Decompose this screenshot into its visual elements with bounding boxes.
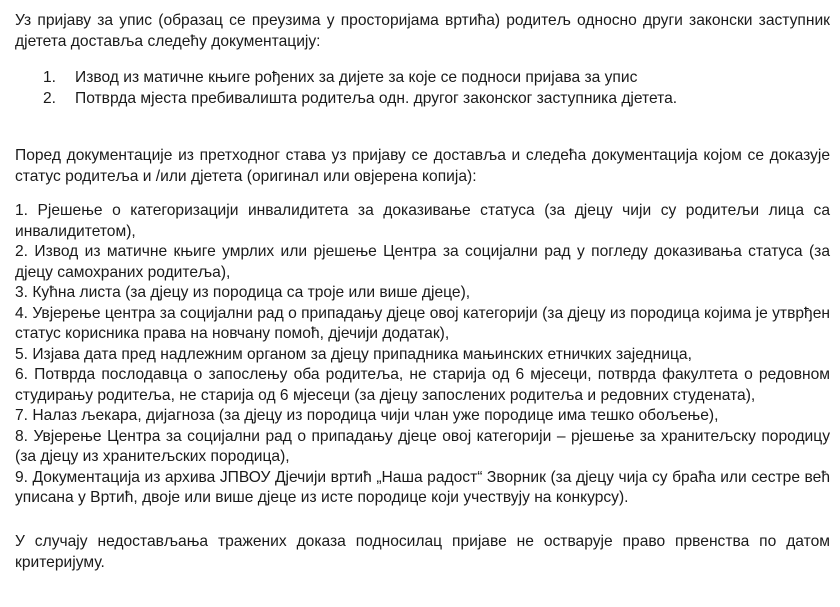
list-item (15, 88, 830, 109)
list-item-text: Потврда мјеста пребивалишта родитеља одн. другог законског заступника дјетета. (75, 90, 678, 107)
document-body (15, 10, 830, 573)
status-doc-item: 4. Увјерење центра за социјални рад о припадању дјеце овој категорији (за дјецу из породица којима је утврђен статус корисника права на новчану помоћ, дјечији додатак), (15, 304, 830, 342)
status-doc-item: 3. Кућна листа (за дјецу из породица са троје или више дјеце), (15, 284, 471, 301)
intro-paragraph: Уз пријаву за упис (образац се преузима у просторијама вртића) родитељ односно други законски заступник дјетета доставља следећу документацију: (15, 12, 830, 50)
status-doc-item: 2. Извод из матичне књиге умрлих или рјешење Центра за социјални рад у погледу доказивања статуса (за дјецу самохраних родитеља), (15, 243, 830, 281)
closing-paragraph: У случају недостављања тражених доказа подносилац пријаве не остварује право првенства по датом критеријуму. (15, 532, 830, 571)
status-doc-item: 1. Рјешење о категоризацији инвалидитета за доказивање статуса (за дјецу чији су родитељи лица са инвалидитетом), (15, 202, 830, 240)
status-intro-paragraph: Поред документације из претходног става уз пријаву се доставља и следећа документација којом се доказује статус родитеља и /или дјетета (оригинал или овјерена копија): (15, 147, 830, 185)
required-documents-list (15, 67, 830, 109)
status-documents-list (15, 201, 830, 509)
status-doc-item: 5. Изјава дата пред надлежним органом за дјецу припадника мањинских етничких заједница, (15, 345, 692, 363)
list-item-text: Извод из матичне књиге рођених за дијете за које се подноси пријава за упис (75, 69, 638, 86)
list-item-number: 2. (43, 90, 57, 107)
status-doc-item: 8. Увјерење Центра за социјални рад о припадању дјеце овој категорији – рјешење за хранитељску породицу (за дјецу из хранитељских породица), (15, 427, 830, 465)
status-doc-item: 9. Документација из архива ЈПВОУ Дјечији вртић „Наша радост“ Зворник (за дјецу чија су браћа или сестре већ уписана у Вртић, двоје или више дјеце из исте породице који учествују на конкурсу). (15, 468, 830, 506)
status-doc-item: 6. Потврда послодавца о запослењу оба родитеља, не старија од 6 мјесеци, потврда факултета о редовном студирању родитеља, не старија од 6 мјесеци (за дјецу запослених родитеља и редовних студената), (15, 366, 830, 404)
list-item-number: 1. (43, 69, 57, 86)
list-item (15, 67, 830, 88)
status-doc-item: 7. Налаз љекара, дијагноза (за дјецу из породица чији члан уже породице има тешко обољење), (15, 407, 719, 424)
